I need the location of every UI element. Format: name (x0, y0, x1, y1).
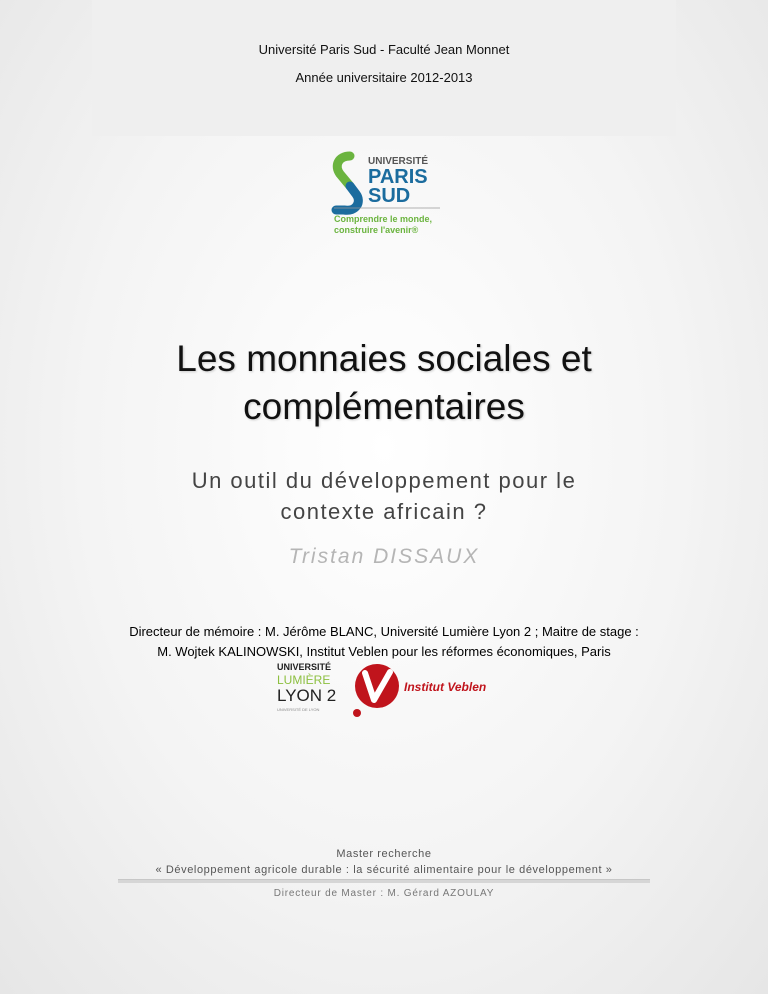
title-line-2: complémentaires (243, 386, 525, 427)
paris-sud-logo (330, 150, 445, 240)
author-name: Tristan DISSAUX (288, 545, 480, 568)
footer-divider (118, 879, 650, 883)
svg-text:Comprendre le monde,: Comprendre le monde, (334, 214, 433, 224)
svg-text:UNIVERSITÉ: UNIVERSITÉ (277, 662, 332, 672)
svg-text:PARIS: PARIS (368, 166, 428, 188)
svg-text:UNIVERSITÉ: UNIVERSITÉ (368, 156, 429, 167)
title-line-1: Les monnaies sociales et (176, 338, 592, 379)
svg-text:construire l'avenir®: construire l'avenir® (334, 225, 419, 235)
svg-text:LUMIÈRE: LUMIÈRE (277, 673, 331, 687)
institution-line: Université Paris Sud - Faculté Jean Monnet (258, 42, 510, 57)
svg-text:UNIVERSITÉ DE LYON: UNIVERSITÉ DE LYON (277, 707, 320, 712)
document-subtitle (84, 465, 684, 527)
document-title (84, 335, 684, 431)
directors-line-2: M. Wojtek KALINOWSKI, Institut Veblen pour les réformes économiques, Paris (157, 644, 611, 659)
svg-text:SUD: SUD (368, 185, 411, 207)
thesis-directors (60, 622, 708, 662)
subtitle-line-1: Un outil du développement pour le (191, 468, 577, 493)
program-name: Master recherche (336, 848, 432, 860)
institut-veblen-logo (352, 660, 502, 720)
program-specialty: « Développement agricole durable : la sécurité alimentaire pour le développement » (155, 864, 613, 876)
svg-text:LYON 2: LYON 2 (277, 686, 337, 705)
academic-year-line: Année universitaire 2012-2013 (295, 70, 473, 85)
subtitle-line-2: contexte africain ? (280, 499, 488, 524)
svg-text:Institut Veblen: Institut Veblen (404, 680, 487, 694)
header-banner (92, 0, 676, 136)
master-director: Directeur de Master : M. Gérard AZOULAY (273, 888, 495, 899)
directors-line-1: Directeur de mémoire : M. Jérôme BLANC, Université Lumière Lyon 2 ; Maitre de stage : (129, 624, 639, 639)
lyon2-logo (275, 660, 353, 720)
